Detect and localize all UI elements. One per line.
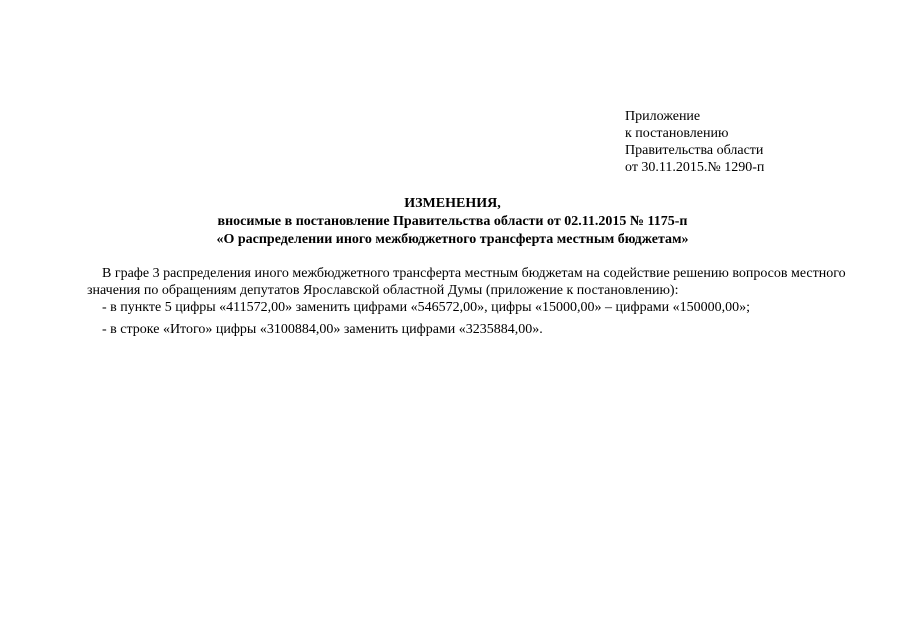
heading-title: ИЗМЕНЕНИЯ,	[404, 196, 501, 211]
appendix-line-2: к постановлению	[625, 126, 729, 141]
appendix-line-3: Правительства области	[625, 143, 764, 158]
document-heading	[0, 195, 905, 249]
amendment-item-1: - в пункте 5 цифры «411572,00» заменить цифрами «546572,00», цифры «15000,00» – цифрами «150000,00»;	[102, 300, 751, 315]
appendix-line-1: Приложение	[625, 109, 701, 124]
amendment-item-2: - в строке «Итого» цифры «3100884,00» заменить цифрами «3235884,00».	[102, 322, 543, 337]
document-body	[87, 265, 852, 338]
heading-subtitle-1: вносимые в постановление Правительства области от 02.11.2015 № 1175-п	[217, 214, 688, 229]
appendix-line-4: от 30.11.2015.№ 1290-п	[625, 160, 765, 175]
body-paragraph: В графе 3 распределения иного межбюджетного трансферта местным бюджетам на содействие решению вопросов местного значения по обращениям депутатов Ярославской областной Думы (приложение к постановлению):	[87, 266, 846, 298]
appendix-block	[625, 108, 764, 176]
heading-subtitle-2: «О распределении иного межбюджетного трансферта местным бюджетам»	[216, 232, 689, 247]
